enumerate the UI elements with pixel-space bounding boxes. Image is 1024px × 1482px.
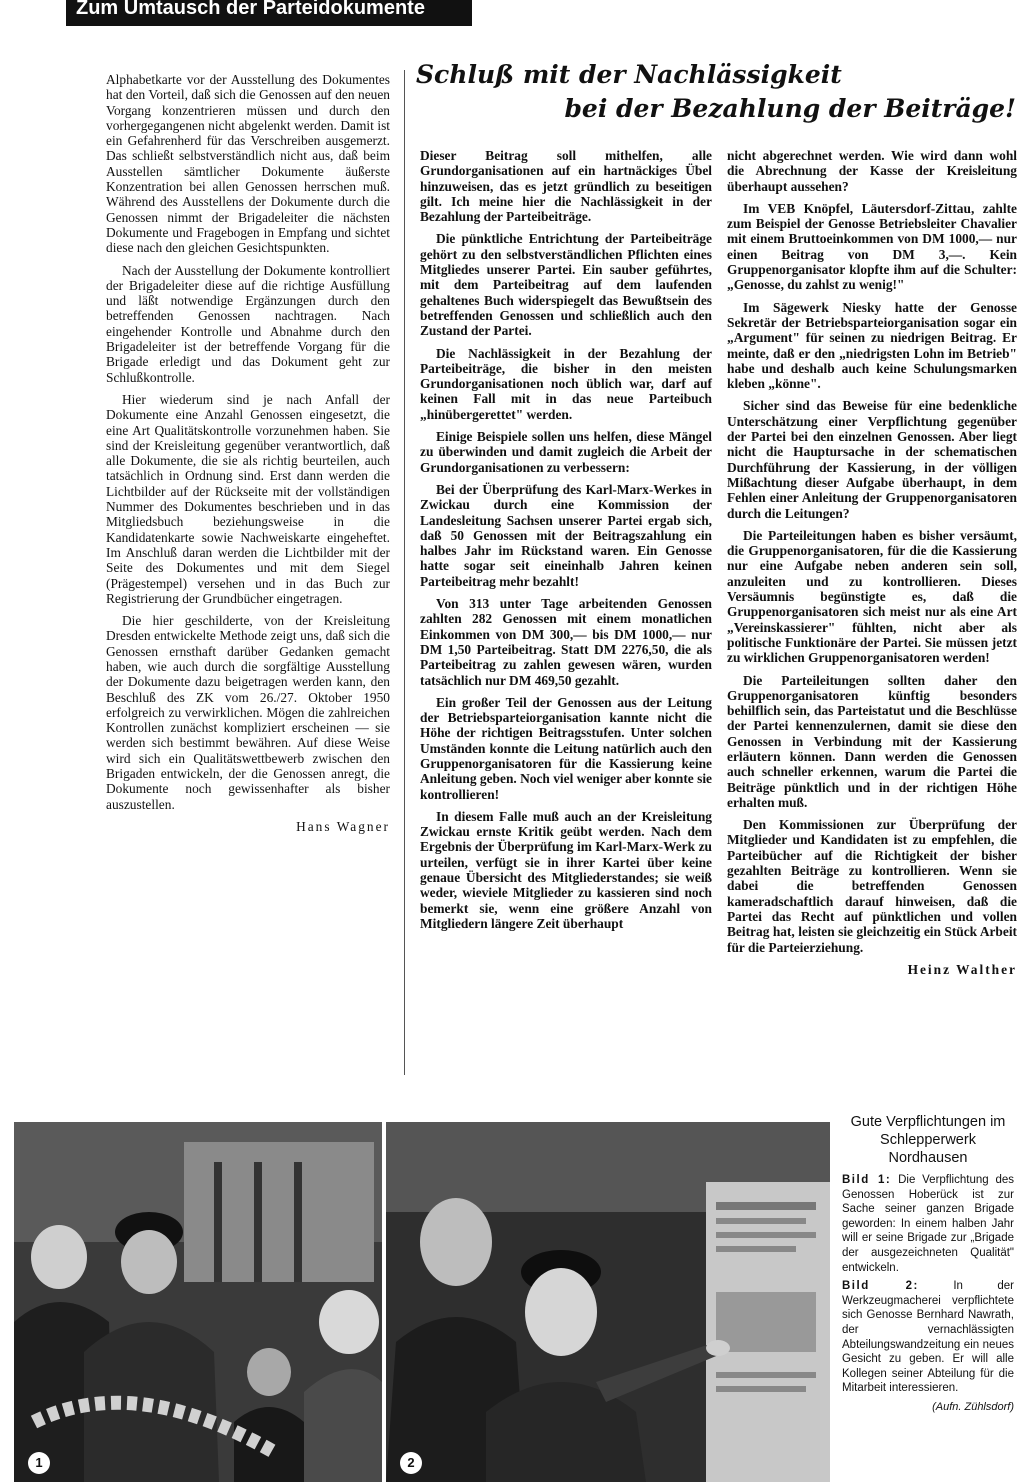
column-divider: [404, 70, 405, 1075]
photo-1-number: 1: [28, 1452, 50, 1474]
right-b-paragraph-2: Im VEB Knöpfel, Läutersdorf-Zittau, zahlte zum Beispiel der Genosse Betriebsleiter Chavalier mit einem Bruttoeinkommen von DM 1000,— nur einen Beitrag von DM 3,—. Kein Gruppenorganisator klopfte ihm auf die Schulter: „Genosse, du zahlst zu wenig!": [727, 200, 1017, 293]
right-a-paragraph-1: Dieser Beitrag soll mithelfen, alle Grundorganisationen auf ein hartnäckiges Übel hinzuweisen, das es jetzt gründlich zu beseitigen gilt. Ich meine hier die Nachlässigkeit in der Bezahlung der Parteibeiträge.: [420, 148, 712, 225]
right-article-author: Heinz Walther: [907, 961, 1017, 977]
right-article-column-a: [420, 148, 712, 1083]
right-b-paragraph-7: Den Kommissionen zur Überprüfung der Mitglieder und Kandidaten ist zu empfehlen, die Parteibücher auf die Richtigkeit der bisher gezahlten Beiträge zu kontrollieren. Wenn sie dabei die betreffenden Genossen kameradschaftlich darauf hinweisen, daß die Partei das Recht auf pünktlichen und vollen Beitrag hat, leisten sie gleichzeitig ein Stück Arbeit für die Parteierziehung.: [727, 817, 1017, 955]
caption-bild-2-label: Bild 2:: [842, 1280, 919, 1293]
right-article-column-b: [727, 148, 1017, 1083]
caption-bild-2-text: In der Werkzeugmacherei verpflichtete sich Genosse Bernhard Nawrath, der vernachlässigten Abteilungswandzeitung ein neues Gesicht zu geben. Er will alle Kollegen seiner Abteilung für die Mitarbeit interessieren.: [842, 1280, 1014, 1395]
right-b-paragraph-1: nicht abgerechnet werden. Wie wird dann wohl die Abrechnung der Kasse der Kreisleitung überhaupt aussehen?: [727, 148, 1017, 194]
caption-bild-1: [842, 1173, 1014, 1275]
photo-wall-newspaper: [386, 1122, 830, 1482]
headline-line-2: bei der Bezahlung der Beiträge!: [564, 94, 1016, 123]
right-a-paragraph-5: Bei der Überprüfung des Karl-Marx-Werkes in Zwickau durch eine Kommission der Landesleitung Sachsen unserer Partei ergab sich, daß 50 Genossen mit der Beitragszahlung ein halbes Jahr im Rückstand waren. Ein Genosse hatte sogar seit eineinhalb Jahren keinen Parteibeitrag mehr bezahlt!: [420, 481, 712, 589]
right-article-headline: [416, 58, 1016, 126]
left-article: [106, 72, 390, 1072]
left-paragraph-1: Alphabetkarte vor der Ausstellung des Dokumentes hat den Vorteil, daß sich die Genossen auf den neuen Vorgang konzentrieren müssen und durch den vorhergegangenen nicht abgelenkt werden. Damit ist ein Gefahrenherd für das Verschreiben ausgemerzt. Das schließt selbstverständlich nicht aus, daß beim Ausstellen sämtlicher Dokumente äußerste Konzentration bei allen Genossen herrschen muß. Während des Ausstellens der Dokumente durch die Genossen nimmt der Brigadeleiter die nächsten Dokumente und Fragebogen in Empfang und sichtet diese nach den gleichen Gesichtspunkten.: [106, 72, 390, 256]
section-banner: Zum Umtausch der Parteidokumente: [66, 0, 472, 26]
left-paragraph-3: Hier wiederum sind je nach Anfall der Dokumente eine Anzahl Genossen eingesetzt, die eine Art Qualitätskontrolle vorzunehmen haben. Sie sind der Kreisleitung gegenüber verantwortlich, daß alle Dokumente, die sie als richtig beurteilen, auch tatsächlich in Ordnung sind. Erst dann werden die Lichtbilder auf der Rückseite mit der vollständigen Nummer des Dokumentes beschrieben und in das Mitgliedsbuch beziehungsweise in die Kandidatenkarte sowie Nachweiskarte eingeheftet. Im Anschluß daran werden die Lichtbilder mit der Seite des Dokumentes und mit dem Siegel (Prägestempel) versehen und in das Buch zur Registrierung der Grundbücher eingetragen.: [106, 391, 390, 606]
photo-caption: [842, 1113, 1014, 1419]
right-b-paragraph-4: Sicher sind das Beweise für eine bedenkliche Unterschätzung einer Verpflichtung gegenüber der Partei bei den einzelnen Genossen. Aber liegt nicht die Hauptursache in der schematischen Durchführung der Kassierung, in der völligen Mißachtung dieser Aufgabe überhaupt, in dem Fehlen einer Anleitung der Gruppenorganisatoren durch die Leitungen?: [727, 398, 1017, 521]
left-paragraph-2: Nach der Ausstellung der Dokumente kontrolliert der Brigadeleiter diese auf die richtige Ausfüllung und läßt notwendige Ergänzungen durch den betreffenden Genossen nachtragen. Nach eingehender Kontrolle und Abnahme durch den Brigadeleiter ist der betreffende Vorgang für die Brigade erledigt und das Dokument geht zur Schlußkontrolle.: [106, 262, 390, 385]
right-a-paragraph-7: Ein großer Teil der Genossen aus der Leitung der Betriebsparteiorganisation kannte nicht die Höhe der richtigen Beitragsstufen. Unter solchen Umständen konnte die Leitung natürlich auch den Gruppenorganisatoren für die Kassierung keine Anleitung geben. Noch viel weniger aber konnte sie kontrollieren!: [420, 694, 712, 802]
photo-brigade-image: [14, 1122, 382, 1482]
right-b-paragraph-6: Die Parteileitungen sollten daher den Gruppenorganisatoren künftig besonders behilflich sein, das Parteistatut und die Beschlüsse der Partei kennenzulernen, damit sie diese den Genossen in Verbindung mit der Kassierung erläutern können. Dann werden die Genossen auch schneller erkennen, warum die Partei die Beiträge pünktlich und in der richtigen Höhe erhalten muß.: [727, 672, 1017, 810]
right-b-paragraph-3: Im Sägewerk Niesky hatte der Genosse Sekretär der Betriebsparteiorganisation sogar ein „Argument" für seinen zu niedrigen Beitrag. Er meinte, daß er den „niedrigsten Lohn im Betrieb" habe und deshalb auch keine Schulungsmarken kleben „könne".: [727, 299, 1017, 392]
right-a-paragraph-4: Einige Beispiele sollen uns helfen, diese Mängel zu überwinden und damit zugleich die Arbeit der Grundorganisationen zu verbessern:: [420, 429, 712, 475]
right-a-paragraph-2: Die pünktliche Entrichtung der Parteibeiträge gehört zu den selbstverständlichen Pflichten eines Mitgliedes unserer Partei. Ein sauber geführtes, mit dem Parteibeitrag auf dem laufenden gehaltenes Buch widerspiegelt das Bewußtsein des betreffenden Genossen und schließlich auch den Zustand der Partei.: [420, 231, 712, 339]
headline-line-1: Schluß mit der Nachlässigkeit: [416, 60, 842, 89]
right-a-paragraph-8: In diesem Falle muß auch an der Kreisleitung Zwickau ernste Kritik geübt werden. Nach dem Ergebnis der Überprüfung im Karl-Marx-Werk zu urteilen, verfügt sie in ihrer Kartei über keine genaue Übersicht des Mitgliederstandes; sie weiß weder, wieviele Mitglieder zu kassieren sind noch bemerkt sie, wenn eine größere Anzahl von Mitgliedern längere Zeit überhaupt: [420, 808, 712, 931]
right-b-paragraph-5: Die Parteileitungen haben es bisher versäumt, die Gruppenorganisatoren, für die die Kassierung nur eine Aufgabe neben anderen sein soll, anzuleiten und zu kontrollieren. Dieses Versäumnis begünstigte es, daß die Gruppenorganisatoren sich meist nur als eine Art „Vereinskassierer" fühlten, nicht aber als politische Funktionäre der Partei. Sie müssen jetzt zu wirklichen Gruppenorganisatoren werden!: [727, 527, 1017, 666]
right-a-paragraph-6: Von 313 unter Tage arbeitenden Genossen zahlten 282 Genossen mit einem monatlichen Einkommen von DM 300,— bis DM 1000,— nur DM 1,50 Parteibeitrag. Statt DM 2276,50, die als Parteibeitrag zu zahlen gewesen wären, wurden tatsächlich nur DM 469,50 gezahlt.: [420, 596, 712, 688]
photo-wall-newspaper-image: [386, 1122, 830, 1482]
caption-bild-2: [842, 1279, 1014, 1396]
caption-bild-1-text: Die Verpflichtung des Genossen Hoberück ist zur Sache seiner ganzen Brigade geworden: In einem halben Jahr will er seine Brigade zur „Brigade der ausgezeichneten Qualität" entwickeln.: [842, 1174, 1014, 1274]
caption-title: Gute Verpflichtungen im Schlepperwerk Nordhausen: [850, 1114, 1006, 1166]
photo-brigade: [14, 1122, 382, 1482]
caption-bild-1-label: Bild 1:: [842, 1174, 892, 1186]
right-a-paragraph-3: Die Nachlässigkeit in der Bezahlung der Parteibeiträge, die bisher in den meisten Grundorganisationen noch üblich war, darf auf keinen Fall mit in das neue Parteibuch „hinübergerettet" werden.: [420, 345, 712, 422]
photo-2-number: 2: [400, 1452, 422, 1474]
left-article-author: Hans Wagner: [296, 818, 390, 834]
left-paragraph-4: Die hier geschilderte, von der Kreisleitung Dresden entwickelte Methode zeigt uns, daß sich die Genossen ernsthaft darüber Gedanken gemacht haben, wie auch durch die sorgfältige Ausstellung der Dokumente dazu beigetragen werden kann, den Beschluß des ZK vom 26./27. Oktober 1950 erfolgreich zu verwirklichen. Mögen die zahlreichen Kontrollen zunächst kompliziert erscheinen — sie werden sich bestimmt bewähren. Auf diese Weise wird sich ein Qualitätswettbewerb zwischen den Brigaden entwickeln, der die Genossen anregt, die Dokumente noch gewissenhafter als bisher auszustellen.: [106, 613, 390, 812]
photo-credit: (Aufn. Zühlsdorf): [932, 1400, 1014, 1413]
